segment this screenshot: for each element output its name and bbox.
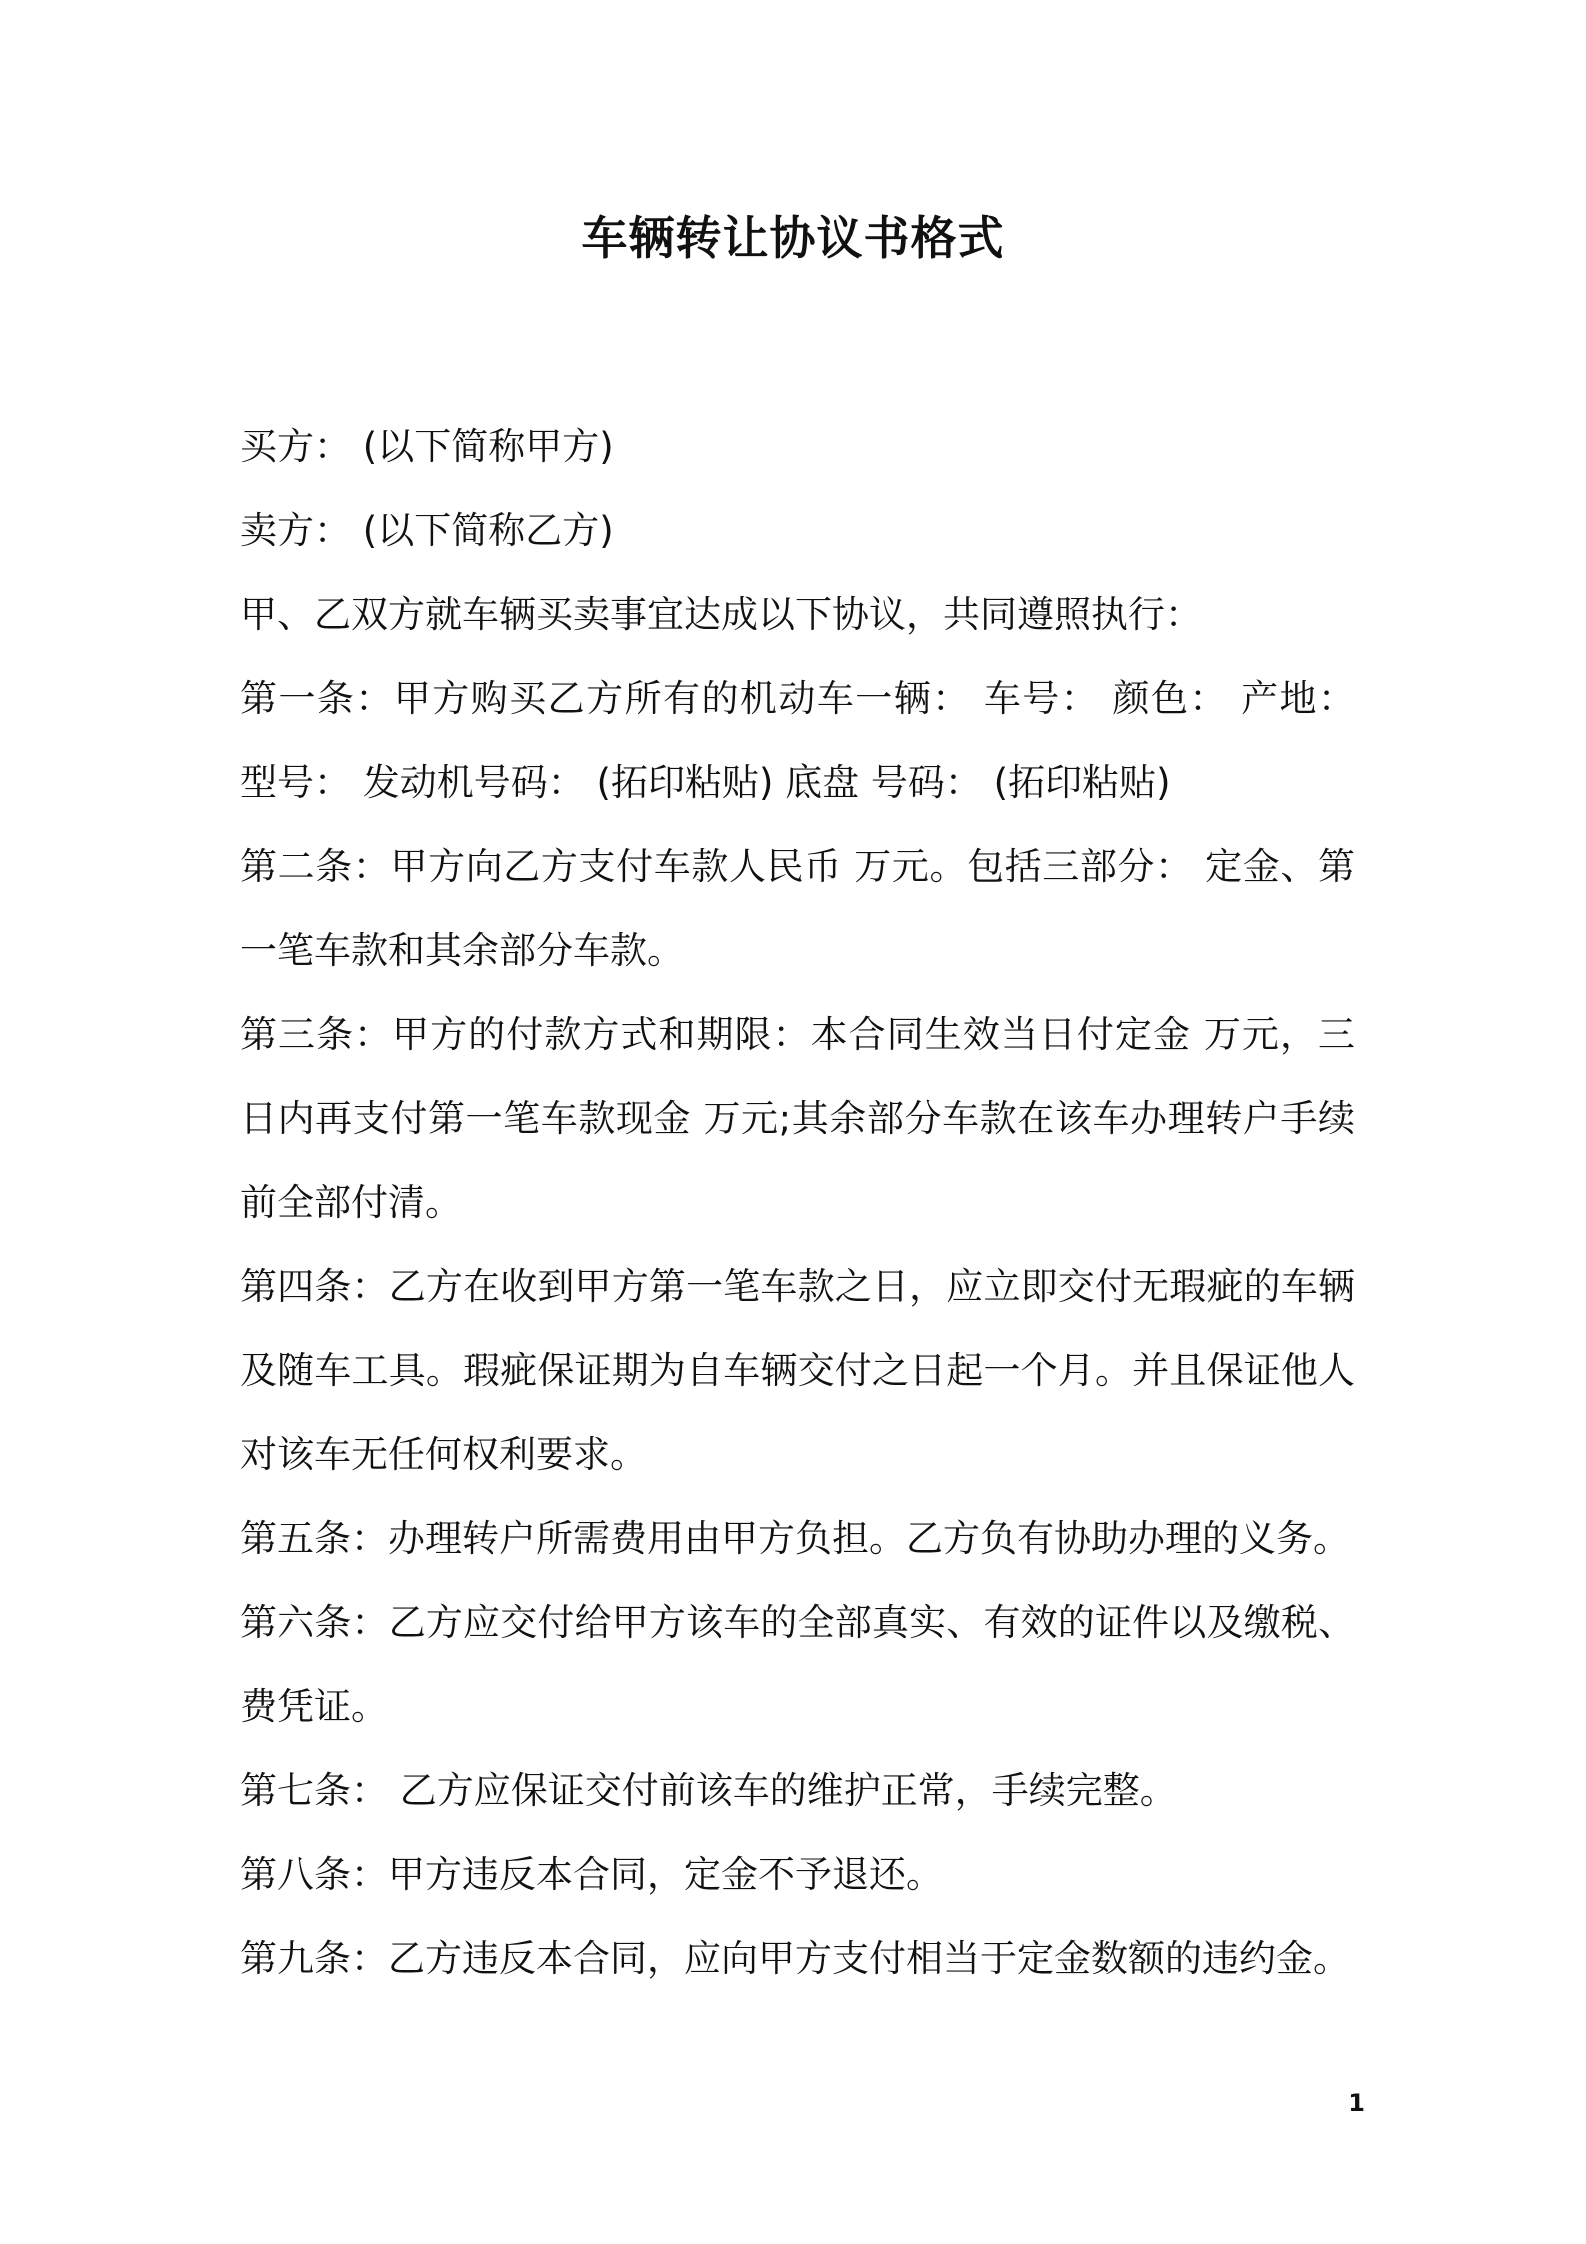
page-number: 1 bbox=[1348, 2089, 1365, 2117]
document-title: 车辆转让协议书格式 bbox=[581, 211, 1005, 265]
paragraph-article-3: 第三条：甲方的付款方式和期限：本合同生效当日付定金 万元，三日内再支付第一笔车款现金 万元;其余部分车款在该车办理转户手续前全部付清。 bbox=[240, 1013, 1355, 1224]
paragraph-preamble: 甲、乙双方就车辆买卖事宜达成以下协议，共同遵照执行： bbox=[240, 593, 1202, 636]
paragraph-article-4: 第四条：乙方在收到甲方第一笔车款之日，应立即交付无瑕疵的车辆及随车工具。瑕疵保证期为自车辆交付之日起一个月。并且保证他人对该车无任何权利要求。 bbox=[240, 1265, 1355, 1476]
paragraph-article-5: 第五条：办理转户所需费用由甲方负担。乙方负有协助办理的义务。 bbox=[240, 1517, 1350, 1560]
paragraph-article-2: 第二条：甲方向乙方支付车款人民币 万元。包括三部分： 定金、第一笔车款和其余部分车款。 bbox=[240, 845, 1355, 972]
paragraph-seller: 卖方： (以下简称乙方) bbox=[240, 509, 614, 552]
document-body bbox=[240, 405, 1355, 2001]
paragraph-article-9: 第九条：乙方违反本合同，应向甲方支付相当于定金数额的违约金。 bbox=[240, 1937, 1350, 1980]
paragraph-article-8: 第八条：甲方违反本合同，定金不予退还。 bbox=[240, 1853, 943, 1896]
paragraph-article-1: 第一条：甲方购买乙方所有的机动车一辆： 车号： 颜色： 产地： 型号： 发动机号码： (拓印粘贴) 底盘 号码： (拓印粘贴) bbox=[240, 677, 1355, 804]
paragraph-article-7: 第七条： 乙方应保证交付前该车的维护正常，手续完整。 bbox=[240, 1769, 1177, 1812]
paragraph-article-6: 第六条：乙方应交付给甲方该车的全部真实、有效的证件以及缴税、费凭证。 bbox=[240, 1601, 1355, 1728]
paragraph-buyer: 买方： (以下简称甲方) bbox=[240, 425, 614, 468]
